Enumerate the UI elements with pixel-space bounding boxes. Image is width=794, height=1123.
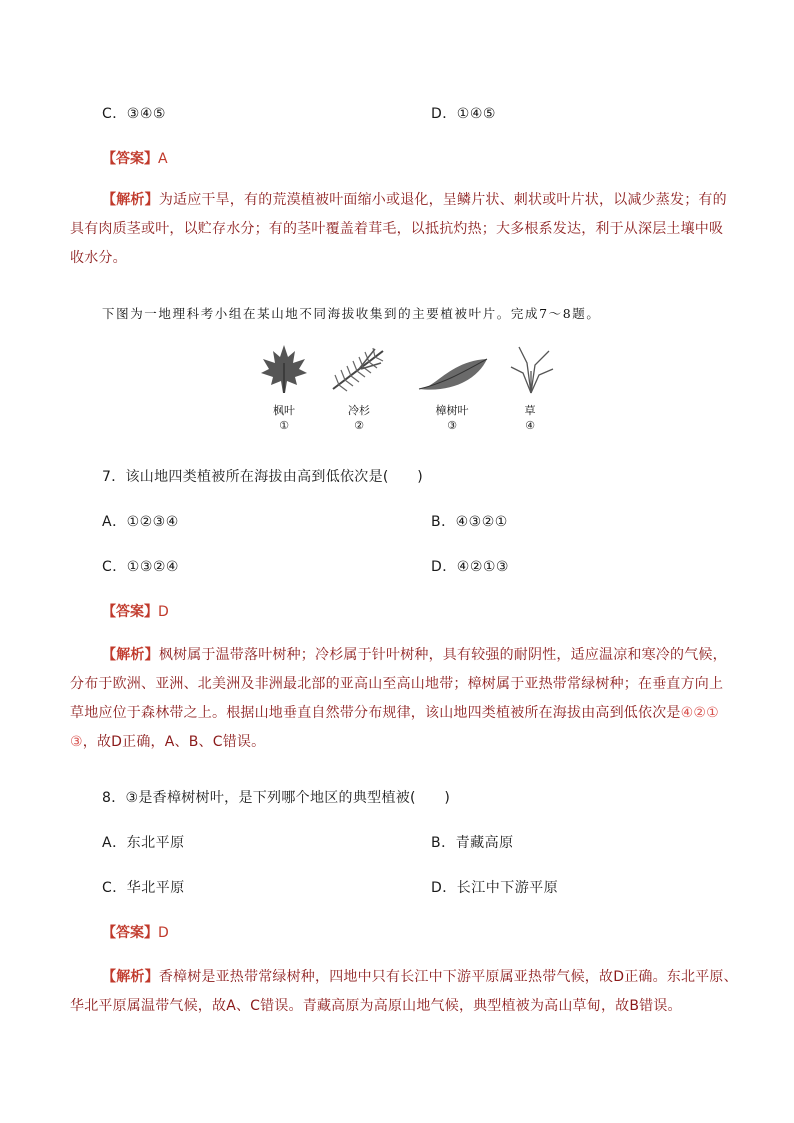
leaf-figure: [255, 343, 555, 438]
figure-number: ①: [279, 419, 289, 432]
camphor-leaf-image: [415, 355, 491, 395]
question-8-stem: 8．③是香樟树树叶，是下列哪个地区的典型植被( ): [102, 790, 451, 806]
explanation-label: 【解析】: [102, 192, 159, 208]
explanation-label: 【解析】: [102, 969, 159, 985]
q8-option-d: D．长江中下游平原: [431, 880, 559, 896]
grass-image: [505, 343, 555, 395]
q7-option-d: D．④②①③: [431, 559, 509, 575]
figure-number: ②: [354, 419, 364, 432]
answer-value: D: [158, 925, 169, 941]
q8-option-c: C．华北平原: [102, 880, 185, 896]
explanation-line: 华北平原属温带气候，故A、C错误。青藏高原为高原山地气候，典型植被为高山草甸，故B错误。: [70, 998, 682, 1014]
question-intro: 下图为一地理科考小组在某山地不同海拔收集到的主要植被叶片。完成7～8题。: [102, 306, 601, 321]
answer-label: 【答案】: [102, 151, 158, 167]
explanation-line: 分布于欧洲、亚洲、北美洲及非洲最北部的亚高山至高山地带；樟树属于亚热带常绿树种；在垂直方向上: [70, 676, 724, 692]
q7-option-a: A．①②③④: [102, 514, 179, 530]
figure-label: 樟树叶: [435, 404, 469, 417]
figure-label: 冷杉: [348, 404, 370, 417]
explanation-line: 具有肉质茎或叶，以贮存水分；有的茎叶覆盖着茸毛，以抵抗灼热；大多根系发达，利于从深层土壤中吸: [70, 221, 724, 237]
q8-option-b: B．青藏高原: [431, 835, 514, 851]
answer-block: [102, 922, 169, 942]
highlight-text: ③: [70, 734, 83, 750]
explanation-line: 香樟树是亚热带常绿树种，四地中只有长江中下游平原属亚热带气候，故D正确。东北平原、: [158, 969, 738, 985]
answer-value: A: [158, 151, 168, 167]
figure-number: ③: [447, 419, 457, 432]
answer-block: [102, 601, 169, 621]
answer-value: D: [158, 604, 169, 620]
fir-branch-image: [329, 345, 389, 395]
explanation-block: [70, 641, 730, 757]
figure-number: ④: [525, 419, 535, 432]
q8-option-a: A．东北平原: [102, 835, 185, 851]
explanation-line: ，故D正确，A、B、C错误。: [82, 734, 266, 750]
explanation-block: [70, 963, 740, 1021]
explanation-line: 为适应干旱，有的荒漠植被叶面缩小或退化，呈鳞片状、刺状或叶片状，以减少蒸发；有的: [158, 192, 727, 208]
explanation-label: 【解析】: [102, 647, 159, 663]
explanation-line: 收水分。: [70, 250, 127, 266]
answer-label: 【答案】: [102, 925, 158, 941]
explanation-line: 枫树属于温带落叶树种；冷杉属于针叶树种，具有较强的耐阴性，适应温凉和寒冷的气候，: [158, 647, 727, 663]
option-d: D．①④⑤: [431, 106, 496, 122]
answer-block: [102, 148, 168, 168]
highlight-text: ④②①: [680, 705, 719, 721]
option-c: C．③④⑤: [102, 106, 166, 122]
explanation-block: [70, 186, 730, 273]
q7-option-c: C．①③②④: [102, 559, 179, 575]
maple-leaf-image: [259, 343, 309, 395]
q7-option-b: B．④③②①: [431, 514, 508, 530]
figure-label: 草: [524, 404, 536, 417]
explanation-line: 草地应位于森林带之上。根据山地垂直自然带分布规律，该山地四类植被所在海拔由高到低依次是: [70, 705, 681, 721]
figure-label: 枫叶: [273, 404, 295, 417]
question-7-stem: 7．该山地四类植被所在海拔由高到低依次是( ): [102, 469, 424, 485]
answer-label: 【答案】: [102, 604, 158, 620]
